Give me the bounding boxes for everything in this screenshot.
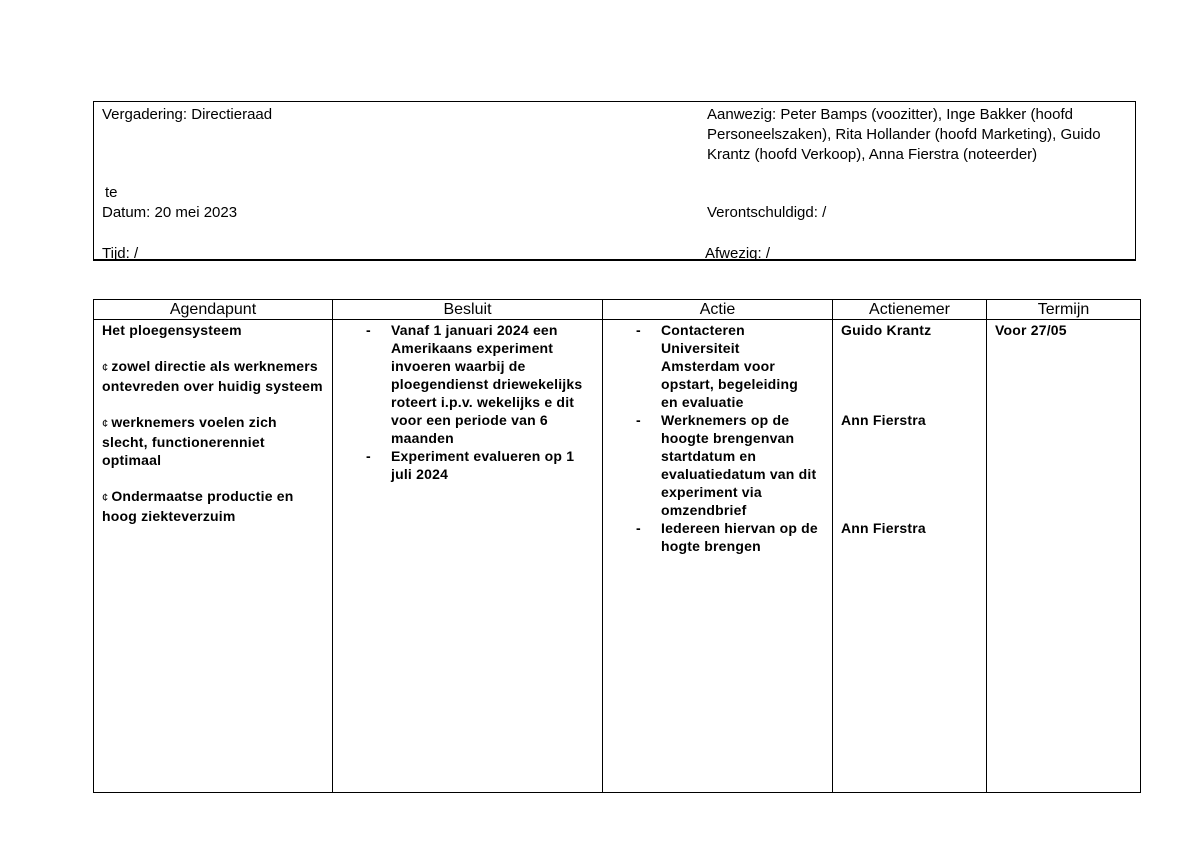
list-item: - Iedereen hiervan op de hogte brengen xyxy=(603,519,818,555)
termijn-cell xyxy=(987,320,1141,793)
actie-list xyxy=(603,320,832,555)
column-header-termijn: Termijn xyxy=(987,300,1141,320)
meeting-header-box xyxy=(93,101,1136,261)
agenda-point: ¢ Ondermaatse productie en hoog ziekteverzuim xyxy=(102,488,294,524)
minutes-table xyxy=(93,299,1141,793)
column-header-agendapunt: Agendapunt xyxy=(94,300,333,320)
bullet-icon: ¢ xyxy=(102,362,109,374)
agendapunt-cell xyxy=(94,320,333,793)
attendees-present: Aanwezig: Peter Bamps (voozitter), Inge Bakker (hoofd Personeelszaken), Rita Hollander (hoofd Marketing), Guido Krantz (hoofd Verkoop), Anna Fierstra (noteerder) xyxy=(707,106,1101,163)
actienemer-item: Ann Fierstra xyxy=(841,520,926,536)
besluit-list xyxy=(333,320,602,483)
column-header-actie: Actie xyxy=(603,300,833,320)
list-item: - Werknemers op de hoogte brengenvan startdatum en evaluatiedatum van dit experiment via omzendbrief xyxy=(603,411,818,519)
list-item: - Vanaf 1 januari 2024 een Amerikaans experiment invoeren waarbij de ploegendienst driewekelijks roteert i.p.v. wekelijks e dit voor een periode van 6 maanden xyxy=(333,321,594,447)
actie-cell xyxy=(603,320,833,793)
column-header-besluit: Besluit xyxy=(333,300,603,320)
meeting-time: Tijd: / xyxy=(102,245,139,262)
meeting-date: Datum: 20 mei 2023 xyxy=(102,204,238,221)
meeting-location-label: te xyxy=(105,184,118,201)
table-row xyxy=(94,320,1141,793)
actienemer-cell xyxy=(833,320,987,793)
besluit-cell xyxy=(333,320,603,793)
actienemer-item: Guido Krantz xyxy=(841,322,932,338)
agenda-point: ¢ zowel directie als werknemers ontevreden over huidig systeem xyxy=(102,358,323,394)
meeting-title: Vergadering: Directieraad xyxy=(102,106,273,123)
agenda-item-title: Het ploegensysteem xyxy=(102,322,242,338)
list-item: - Contacteren Universiteit Amsterdam voor opstart, begeleiding en evaluatie xyxy=(603,321,818,411)
column-header-actienemer: Actienemer xyxy=(833,300,987,320)
bullet-icon: ¢ xyxy=(102,492,109,504)
termijn-value: Voor 27/05 xyxy=(995,322,1067,338)
table-header-row xyxy=(94,300,1141,320)
list-item: - Experiment evalueren op 1 juli 2024 xyxy=(333,447,594,483)
agenda-point: ¢ werknemers voelen zich slecht, functionerenniet optimaal xyxy=(102,414,277,468)
bullet-icon: ¢ xyxy=(102,418,109,430)
attendees-excused: Verontschuldigd: / xyxy=(707,204,827,221)
attendees-absent: Afwezig: / xyxy=(705,245,771,262)
actienemer-item: Ann Fierstra xyxy=(841,412,926,428)
